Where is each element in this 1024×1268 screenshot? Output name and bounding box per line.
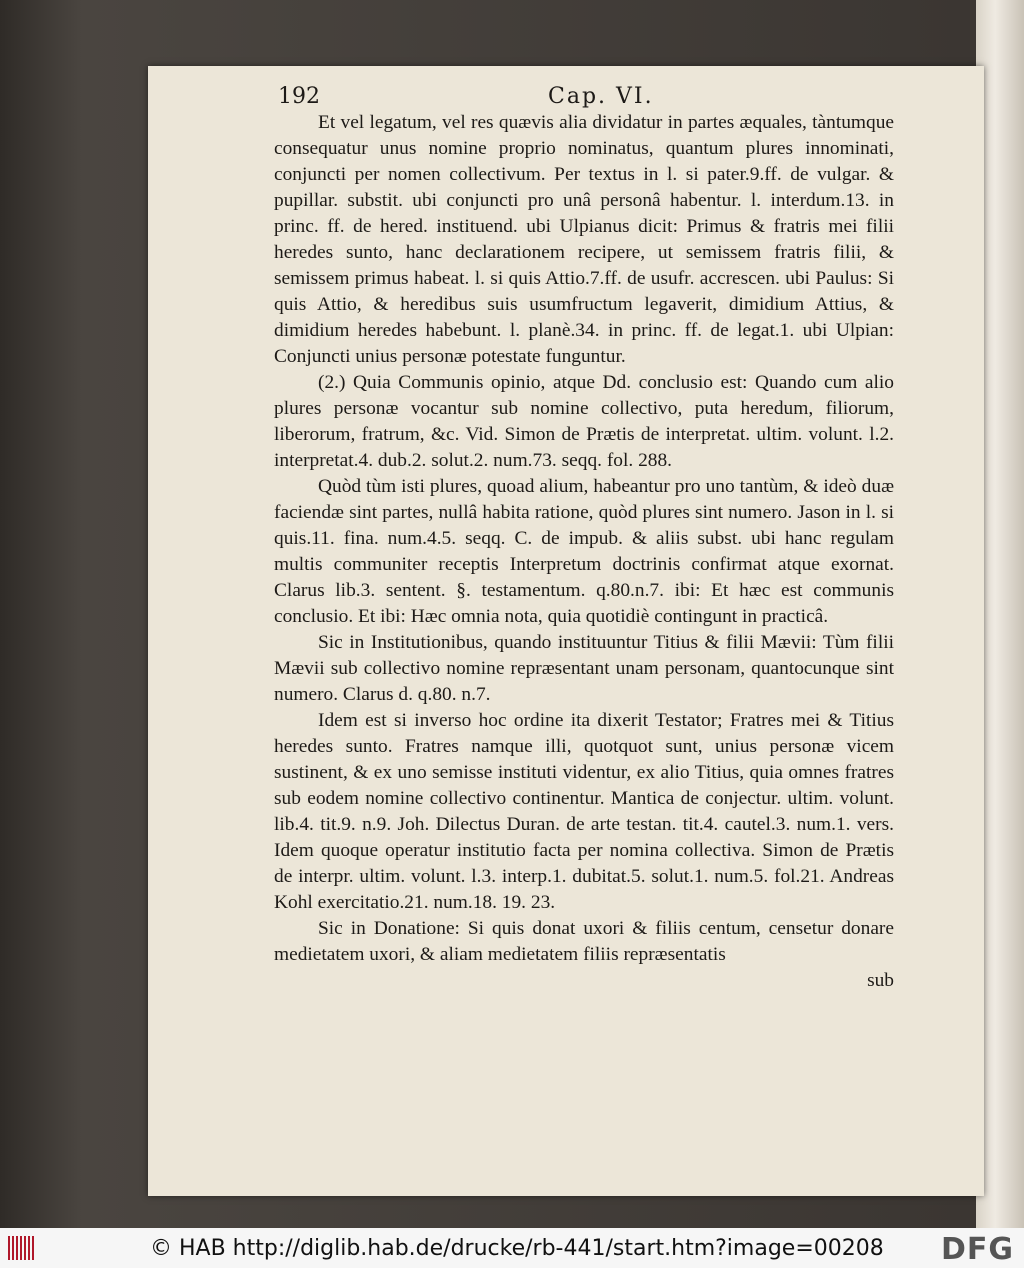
barcode-icon: [8, 1236, 36, 1260]
page-number: 192: [278, 84, 320, 109]
paragraph: (2.) Quia Communis opinio, atque Dd. conclusio est: Quando cum alio plures personæ vocantur sub nomine collectivo, puta heredum, filiorum, liberorum, fratrum, &c. Vid. Simon de Prætis de interpretat. ultim. volunt. l.2. interpretat.4. dub.2. solut.2. num.73. seqq. fol. 288.: [274, 372, 894, 471]
chapter-heading: Cap. VI.: [548, 84, 654, 109]
copyright-link[interactable]: © HAB http://diglib.hab.de/drucke/rb-441/start.htm?image=00208: [150, 1236, 884, 1261]
catchword: sub: [867, 970, 894, 991]
paragraph: Et vel legatum, vel res quævis alia dividatur in partes æquales, tàntumque consequatur unus nomine proprio nominatus, quantum plures innominati, conjuncti per nomen collectivum. Per textus in l. si pater.9.ff. de vulgar. & pupillar. substit. ubi conjuncti pro unâ personâ habentur. l. interdum.13. in princ. ff. de hered. instituend. ubi Ulpianus dicit: Primus & fratris mei filii heredes sunto, hanc declarationem recipere, ut semissem fratris filii, & semissem primus habeat. l. si quis Attio.7.ff. de usufr. accrescen. ubi Paulus: Si quis Attio, & heredibus suis usumfructum legaverit, dimidium Attius, & dimidium heredes habebunt. l. planè.34. in princ. ff. de legat.1. ubi Ulpian: Conjuncti unius personæ potestate funguntur.: [274, 112, 894, 367]
book-page: [148, 66, 984, 1196]
dfg-logo: DFG: [940, 1232, 1014, 1267]
body-text: [274, 110, 894, 994]
paragraph: Idem est si inverso hoc ordine ita dixerit Testator; Fratres mei & Titius heredes sunto. Fratres namque illi, quotquot sunt, unius personæ vicem sustinent, & ex uno semisse instituti videntur, ex alio Titius, quia omnes fratres sub eodem nomine collectivo continentur. Mantica de conjectur. ultim. volunt. lib.4. tit.9. n.9. Joh. Dilectus Duran. de arte testan. tit.4. cautel.3. num.1. vers. Idem quoque operatur institutio facta per nomina collectiva. Simon de Prætis de interpr. ultim. volunt. l.3. interp.1. dubitat.5. solut.1. num.5. fol.21. Andreas Kohl exercitatio.21. num.18. 19. 23.: [274, 710, 894, 913]
paragraph: Sic in Institutionibus, quando instituuntur Titius & filii Mævii: Tùm filii Mævii sub collectivo nomine repræsentant unam personam, quantocunque sint numero. Clarus d. q.80. n.7.: [274, 632, 894, 705]
paragraph: Quòd tùm isti plures, quoad alium, habeantur pro uno tantùm, & ideò duæ faciendæ sint partes, nullâ habita ratione, quòd plures sint numero. Jason in l. si quis.11. fina. num.4.5. seqq. C. de impub. & aliis subst. ubi hanc regulam multis communiter receptis Interpretum doctrinis confirmat atque exornat. Clarus lib.3. sentent. §. testamentum. q.80.n.7. ibi: Et hæc est communis conclusio. Et ibi: Hæc omnia nota, quia quotidiè contingunt in practicâ.: [274, 476, 894, 627]
paragraph: Sic in Donatione: Si quis donat uxori & filiis centum, censetur donare medietatem uxori, & aliam medietatem filiis repræsentatis: [274, 918, 894, 965]
footer-bar: [0, 1228, 1024, 1268]
